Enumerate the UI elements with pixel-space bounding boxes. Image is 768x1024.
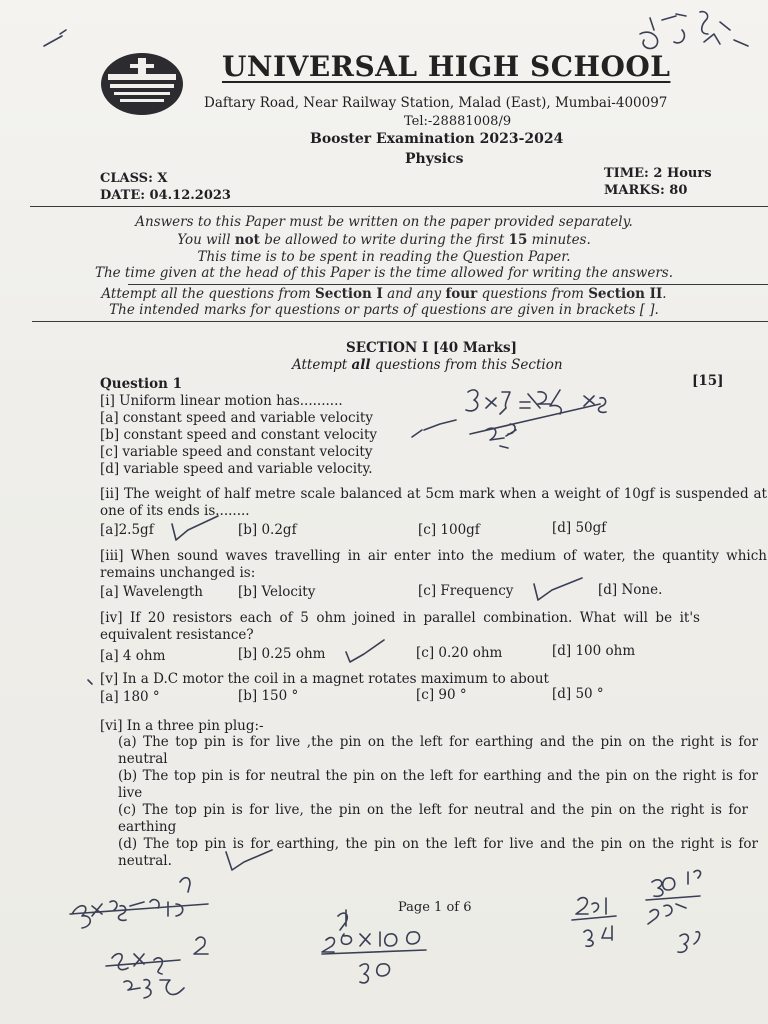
- question-1-marks: [15]: [692, 373, 724, 389]
- q1-i-option-b: [b] constant speed and constant velocity: [100, 427, 378, 443]
- q1-iii-stem: [iii] When sound waves travelling in air enter into the medium of water, the quantity which remains unchanged is:: [100, 548, 767, 581]
- school-name: UNIVERSAL HIGH SCHOOL: [222, 50, 671, 83]
- school-telephone: Tel:-28881008/9: [404, 114, 512, 129]
- rough-work-slash: [470, 404, 600, 434]
- exam-title: Booster Examination 2023-2024: [310, 131, 564, 147]
- q1-iii-option-a: [a] Wavelength: [100, 584, 204, 600]
- check-mark-icon: [88, 680, 92, 684]
- page-number: Page 1 of 6: [398, 900, 472, 915]
- q1-v-option-b: [b] 150 °: [238, 688, 299, 704]
- instruction-line-6: The intended marks for questions or parts of questions are given in brackets [ ].: [109, 302, 659, 318]
- instruction-line-2: You will not be allowed to write during the first 15 minutes.: [177, 232, 591, 248]
- class-label: CLASS: X: [100, 171, 168, 186]
- school-address: Daftary Road, Near Railway Station, Malad (East), Mumbai-400097: [204, 95, 668, 111]
- q1-vi-option-d: (d) The top pin is for earthing, the pin on the left for live and the pin on the right is for neutral.: [118, 836, 758, 869]
- q1-vi-option-b: (b) The top pin is for neutral the pin on the left for earthing and the pin on the right is for live: [118, 768, 758, 801]
- q1-v-option-a: [a] 180 °: [100, 689, 160, 705]
- q1-iv-stem: [iv] If 20 resistors each of 5 ohm joined in parallel combination. What will be it's equivalent resistance?: [100, 610, 700, 643]
- instruction-divider: [128, 284, 768, 285]
- q1-vi-stem: [vi] In a three pin plug:-: [100, 718, 264, 734]
- q1-ii-option-d: [d] 50gf: [552, 520, 607, 536]
- q1-iv-option-b: [b] 0.25 ohm: [238, 646, 326, 662]
- q1-v-stem: [v] In a D.C motor the coil in a magnet rotates maximum to about: [100, 671, 549, 687]
- rough-work-bottom-left: [70, 878, 208, 928]
- q1-ii-option-c: [c] 100gf: [418, 522, 480, 538]
- q1-v-option-c: [c] 90 °: [416, 687, 467, 703]
- q1-vi-option-c: (c) The top pin is for live, the pin on the left for neutral and the pin on the right is for earthing: [118, 802, 748, 835]
- q1-ii-stem: [ii] The weight of half metre scale balanced at 5cm mark when a weight of 10gf is suspended at one of its ends is........: [100, 486, 767, 519]
- q1-i-option-d: [d] variable speed and variable velocity.: [100, 461, 373, 477]
- q1-ii-option-a: [a]2.5gf: [100, 522, 154, 538]
- check-mark-icon: [412, 420, 456, 437]
- rough-work-note: [466, 390, 606, 448]
- date-label: DATE: 04.12.2023: [100, 188, 231, 203]
- section-subtitle: Attempt all questions from this Section: [292, 357, 563, 373]
- q1-iii-option-c: [c] Frequency: [418, 583, 514, 599]
- q1-v-option-d: [d] 50 °: [552, 686, 604, 702]
- instruction-line-1: Answers to this Paper must be written on the paper provided separately.: [135, 214, 633, 230]
- question-1-label: Question 1: [100, 376, 183, 392]
- q1-iv-option-d: [d] 100 ohm: [552, 643, 636, 659]
- q1-iv-option-c: [c] 0.20 ohm: [416, 645, 503, 661]
- school-logo-icon: [100, 52, 184, 116]
- exam-subject: Physics: [405, 151, 464, 167]
- instruction-line-4: The time given at the head of this Paper is the time allowed for writing the answers.: [94, 265, 674, 281]
- section-title: SECTION I [40 Marks]: [346, 340, 517, 356]
- top-right-scribble: [640, 12, 748, 49]
- rough-work-bottom-left-2: [106, 937, 208, 998]
- q1-i-stem: [i] Uniform linear motion has..........: [100, 393, 343, 409]
- q1-i-option-a: [a] constant speed and variable velocity: [100, 410, 373, 426]
- q1-iii-option-d: [d] None.: [598, 582, 663, 598]
- rough-work-bottom-middle: [322, 910, 426, 983]
- q1-iii-option-b: [b] Velocity: [238, 584, 316, 600]
- instruction-bottom-divider: [32, 321, 768, 322]
- q1-iv-option-a: [a] 4 ohm: [100, 648, 166, 664]
- q1-ii-option-b: [b] 0.2gf: [238, 522, 297, 538]
- header-divider: [30, 206, 768, 207]
- rough-work-bottom-right: [572, 870, 701, 952]
- instruction-line-3: This time is to be spent in reading the Question Paper.: [197, 249, 571, 265]
- q1-i-option-c: [c] variable speed and constant velocity: [100, 444, 373, 460]
- q1-vi-option-a: (a) The top pin is for live ,the pin on the left for earthing and the pin on the right is for neutral: [118, 734, 758, 767]
- stray-pen-mark: [44, 30, 66, 46]
- marks-label: MARKS: 80: [604, 183, 688, 198]
- instruction-line-5: Attempt all the questions from Section I and any four questions from Section II.: [101, 286, 667, 302]
- time-label: TIME: 2 Hours: [604, 166, 712, 181]
